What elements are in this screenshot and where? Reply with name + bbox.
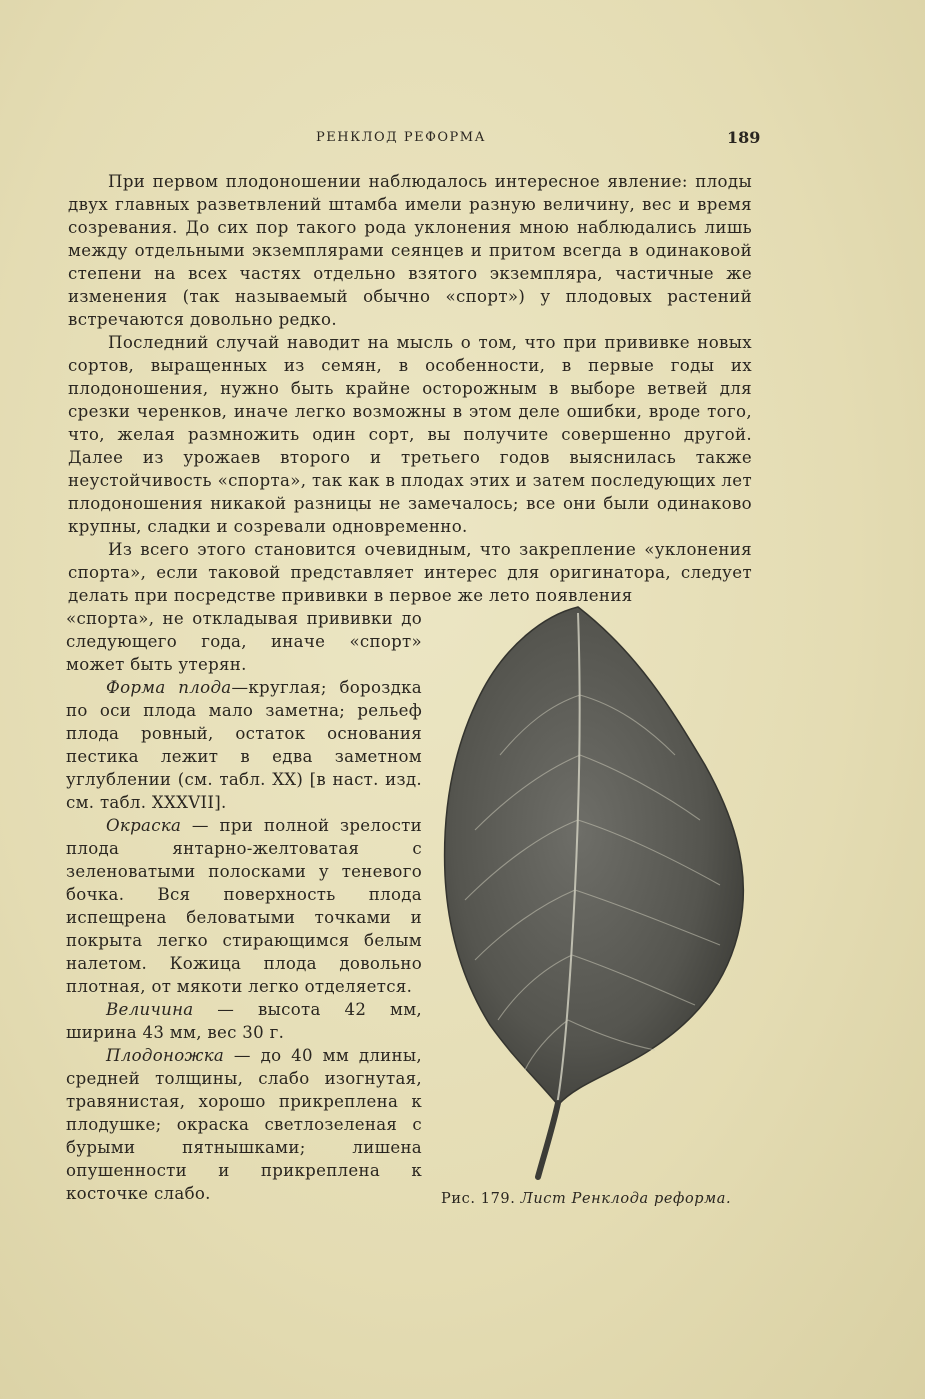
figure-caption-text: Лист Ренклода реформа. xyxy=(520,1191,732,1207)
leaf-illustration xyxy=(430,605,760,1185)
description-term: Величина xyxy=(106,1000,194,1019)
leaf-petiole xyxy=(538,1103,558,1177)
description-term: Окраска xyxy=(106,816,182,835)
running-title: РЕНКЛОД РЕФОРМА xyxy=(316,130,486,145)
description-term: Форма плода xyxy=(106,678,232,697)
page-number: 189 xyxy=(727,128,761,147)
leaf-figure xyxy=(430,605,760,1185)
description-item xyxy=(66,1044,422,1205)
description-term: Плодоножка xyxy=(106,1046,225,1065)
description-item xyxy=(66,814,422,998)
paragraph-continuation: «спорта», не откладывая прививки до следующего года, иначе «спорт» может быть утерян. xyxy=(66,609,422,674)
page-header xyxy=(0,128,925,150)
description-text: — при полной зрелости плода янтарно-желтоватая с зеленоватыми полосками у теневого бочка. Вся поверхность плода испещрена беловатыми точками и покрыта легко стирающимся белым налетом. Кожица плода довольно плотная, от мякоти легко отделяется. xyxy=(66,816,422,996)
full-width-text xyxy=(68,170,752,607)
paragraph: Из всего этого становится очевидным, что закрепление «уклонения спорта», если таковой представляет интерес для оригинатора, следует делать при посредстве прививки в первое же лето появления xyxy=(68,540,752,605)
figure-label: Рис. 179. xyxy=(441,1191,516,1207)
description-text: — до 40 мм длины, средней толщины, слабо изогнутая, травянистая, хорошо прикреплена к плодушке; окраска светлозеленая с бурыми пятнышками; лишена опушенности и прикреплена к косточке слабо. xyxy=(66,1046,422,1203)
description-text: —круглая; бороздка по оси плода мало заметна; рельеф плода ровный, остаток основания пестика лежит в едва заметном углублении (см. табл. XX) [в наст. изд. см. табл. XXXVII]. xyxy=(66,678,423,812)
column-text xyxy=(66,607,422,1205)
leaf-blade xyxy=(445,607,744,1105)
description-text: — высота 42 мм, ширина 43 мм, вес 30 г. xyxy=(66,1000,422,1042)
paragraph: Последний случай наводит на мысль о том, что при прививке новых сортов, выращенных из семян, в особенности, в первые годы их плодоношения, нужно быть крайне осторожным в выборе ветвей для срезки черенков, иначе легко возможны в этом деле ошибки, вроде того, что, желая размножить один сорт, вы получите совершенно другой. Далее из урожаев второго и третьего годов выяснилась также неустойчивость «спорта», так как в плодах этих и затем последующих лет плодоношения никакой разницы не замечалось; все они были одинаково крупны, сладки и созревали одновременно. xyxy=(68,333,752,536)
paragraph: При первом плодоношении наблюдалось интересное явление: плоды двух главных разветвлений штамба имели разную величину, вес и время созревания. До сих пор такого рода уклонения мною наблюдались лишь между отдельными экземплярами сеянцев и притом всегда в одинаковой степени на всех частях отдельно взятого экземпляра, частичные же изменения (так называемый обычно «спорт») у плодовых растений встречаются довольно редко. xyxy=(68,172,752,329)
description-item xyxy=(66,676,422,814)
figure-caption xyxy=(441,1191,731,1207)
description-item xyxy=(66,998,422,1044)
